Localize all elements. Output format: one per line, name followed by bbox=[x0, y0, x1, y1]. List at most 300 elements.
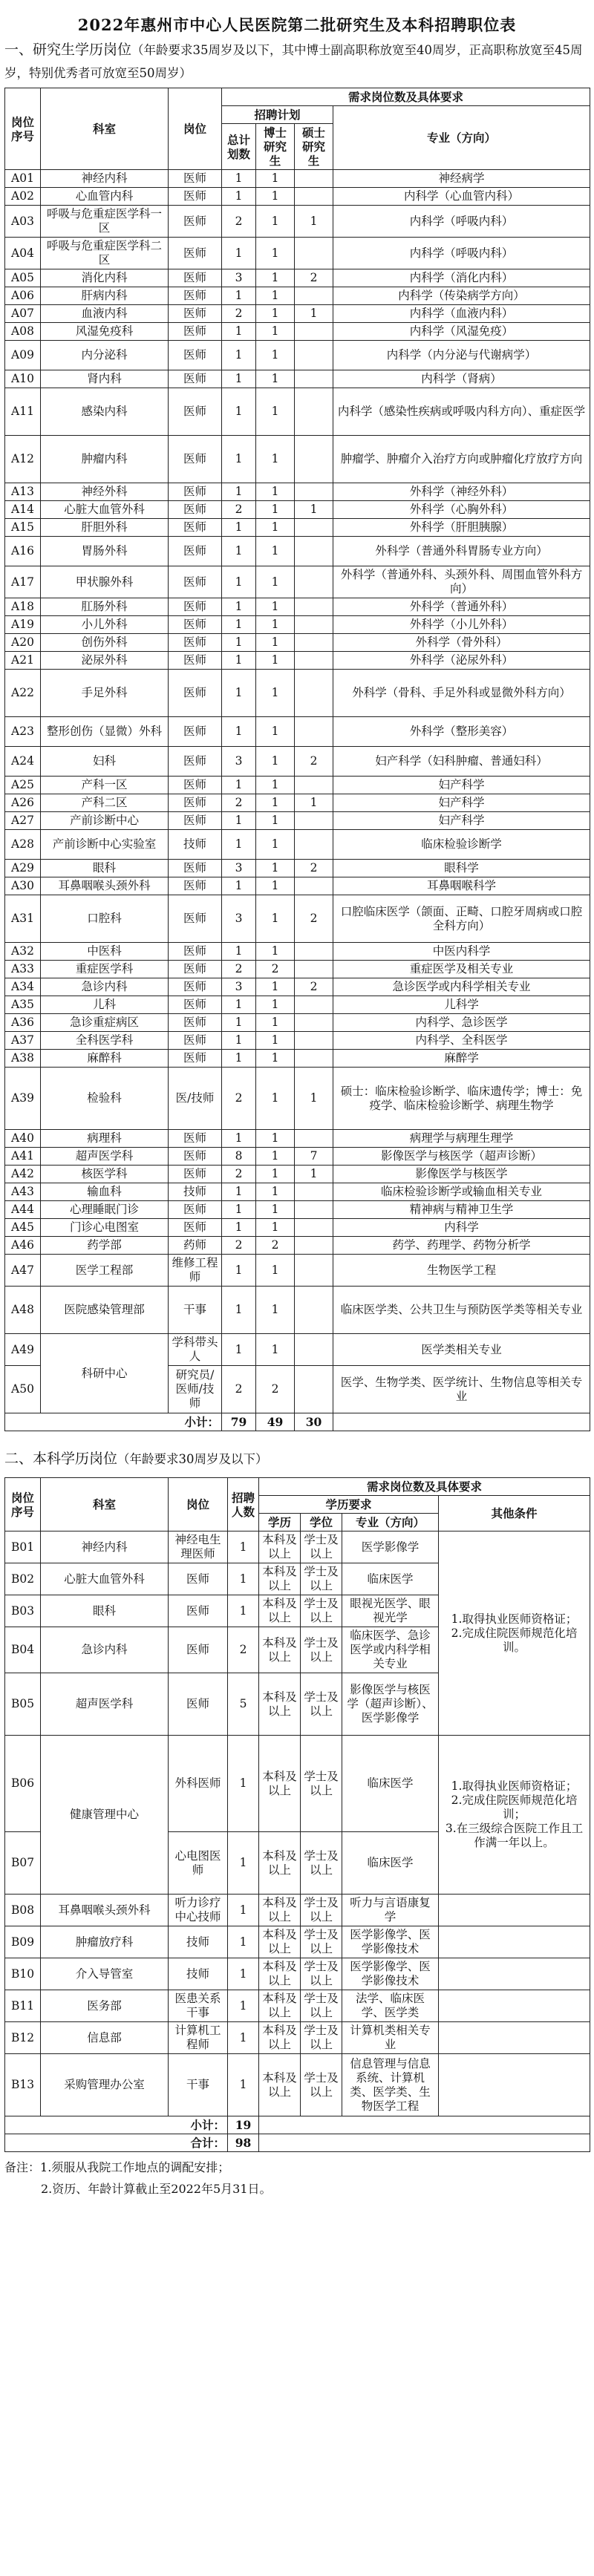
total-label: 合计： bbox=[5, 2134, 228, 2152]
cell-post: 学科带头人 bbox=[169, 1334, 222, 1366]
cell-total: 1 bbox=[222, 170, 256, 188]
cell-post: 医师 bbox=[169, 616, 222, 634]
cell-total: 1 bbox=[222, 1287, 256, 1334]
table-row bbox=[5, 1736, 590, 1832]
cell-post-no: B02 bbox=[5, 1563, 41, 1595]
cell-post-no: A40 bbox=[5, 1130, 41, 1148]
col-post-no: 岗位序号 bbox=[5, 88, 41, 170]
cell-post-no: B01 bbox=[5, 1531, 41, 1563]
col-post: 岗位 bbox=[169, 88, 222, 170]
cell-major: 妇产科学 bbox=[333, 777, 590, 794]
cell-degree: 学士及以上 bbox=[301, 1595, 342, 1627]
cell-post-no: A48 bbox=[5, 1287, 41, 1334]
table-row bbox=[5, 777, 590, 794]
cell-master bbox=[295, 1219, 333, 1237]
cell-major: 医学影像学、医学影像技术 bbox=[342, 1926, 439, 1958]
cell-dept: 医院感染管理部 bbox=[41, 1287, 169, 1334]
col2-major: 专业（方向） bbox=[342, 1514, 439, 1531]
cell-major: 妇产科学 bbox=[333, 812, 590, 830]
cell-total: 1 bbox=[222, 566, 256, 598]
cell-phd: 1 bbox=[256, 1201, 295, 1219]
cell-post: 医师 bbox=[169, 1014, 222, 1032]
note-item: 2.资历、年龄计算截止至2022年5月31日。 bbox=[41, 2182, 272, 2196]
cell-phd: 1 bbox=[256, 943, 295, 961]
cell-post: 医师 bbox=[169, 370, 222, 388]
cell-major: 耳鼻咽喉科学 bbox=[333, 877, 590, 895]
cell-dept: 肛肠外科 bbox=[41, 598, 169, 616]
cell-edu: 本科及以上 bbox=[259, 2022, 301, 2054]
table-row bbox=[5, 1148, 590, 1166]
cell-major: 外科学（肝胆胰腺） bbox=[333, 519, 590, 537]
section2-requirement: （年龄要求30周岁及以下） bbox=[117, 1452, 268, 1466]
cell-phd: 1 bbox=[256, 860, 295, 877]
subtotal2-count: 19 bbox=[228, 2116, 259, 2134]
cell-phd: 1 bbox=[256, 1183, 295, 1201]
cell-dept: 神经内科 bbox=[41, 170, 169, 188]
cell-post: 医师 bbox=[169, 483, 222, 501]
cell-total: 2 bbox=[222, 305, 256, 323]
cell-post-no: A44 bbox=[5, 1201, 41, 1219]
table-row bbox=[5, 1895, 590, 1926]
cell-phd: 1 bbox=[256, 305, 295, 323]
cell-major: 内科学（感染性疾病或呼吸内科方向）、重症医学 bbox=[333, 388, 590, 436]
cell-total: 1 bbox=[222, 812, 256, 830]
cell-major: 听力与言语康复学 bbox=[342, 1895, 439, 1926]
table-row bbox=[5, 1050, 590, 1068]
cell-count: 2 bbox=[228, 1627, 259, 1673]
cell-post: 医师 bbox=[169, 961, 222, 978]
subtotal2-label: 小计： bbox=[5, 2116, 228, 2134]
cell-master bbox=[295, 652, 333, 670]
cell-major: 外科学（骨外科） bbox=[333, 634, 590, 652]
table-row bbox=[5, 794, 590, 812]
table-row bbox=[5, 1287, 590, 1334]
cell-degree: 学士及以上 bbox=[301, 2022, 342, 2054]
cell-post-no: A29 bbox=[5, 860, 41, 877]
cell-post: 技师 bbox=[169, 1926, 228, 1958]
cell-degree: 学士及以上 bbox=[301, 1990, 342, 2022]
cell-dept: 小儿外科 bbox=[41, 616, 169, 634]
cell-total: 3 bbox=[222, 895, 256, 943]
table-row bbox=[5, 1014, 590, 1032]
cell-major: 外科学（骨科、手足外科或显微外科方向） bbox=[333, 670, 590, 717]
cell-post: 医师 bbox=[169, 877, 222, 895]
other-conditions-group-1 bbox=[439, 1531, 590, 1736]
cell-degree: 学士及以上 bbox=[301, 1958, 342, 1990]
cell-post: 神经电生理医师 bbox=[169, 1531, 228, 1563]
cell-major: 妇产科学 bbox=[333, 794, 590, 812]
total-row bbox=[5, 2134, 590, 2152]
cell-master bbox=[295, 961, 333, 978]
table-row bbox=[5, 1219, 590, 1237]
cell-major: 重症医学及相关专业 bbox=[333, 961, 590, 978]
table-row bbox=[5, 978, 590, 996]
cell-phd: 1 bbox=[256, 1166, 295, 1183]
cell-post: 计算机工程师 bbox=[169, 2022, 228, 2054]
cell-post-no: A07 bbox=[5, 305, 41, 323]
cell-post-no: A04 bbox=[5, 238, 41, 269]
cell-master bbox=[295, 670, 333, 717]
cell-count: 1 bbox=[228, 1563, 259, 1595]
cell-phd: 1 bbox=[256, 652, 295, 670]
cell-major: 临床医学、急诊医学或内科学相关专业 bbox=[342, 1627, 439, 1673]
cell-total: 1 bbox=[222, 238, 256, 269]
cell-degree: 学士及以上 bbox=[301, 1832, 342, 1895]
cell-dept: 心脏大血管外科 bbox=[41, 1563, 169, 1595]
cell-post-no: A26 bbox=[5, 794, 41, 812]
subtotal-phd: 49 bbox=[256, 1413, 295, 1431]
cell-phd: 1 bbox=[256, 323, 295, 341]
cell-total: 2 bbox=[222, 501, 256, 519]
table-row bbox=[5, 1334, 590, 1366]
col2-need: 需求岗位数及具体要求 bbox=[259, 1478, 590, 1496]
cell-dept: 感染内科 bbox=[41, 388, 169, 436]
col-major: 专业（方向） bbox=[333, 106, 590, 170]
cell-master bbox=[295, 1183, 333, 1201]
cell-master: 1 bbox=[295, 206, 333, 238]
cell-dept: 急诊重症病区 bbox=[41, 1014, 169, 1032]
cell-master bbox=[295, 812, 333, 830]
cell-master: 2 bbox=[295, 269, 333, 287]
cell-edu: 本科及以上 bbox=[259, 1990, 301, 2022]
cell-major: 病理学与病理生理学 bbox=[333, 1130, 590, 1148]
cell-post-no: A05 bbox=[5, 269, 41, 287]
cell-count: 1 bbox=[228, 1832, 259, 1895]
cell-post-no: A02 bbox=[5, 188, 41, 206]
table-row bbox=[5, 717, 590, 747]
cell-dept: 核医学科 bbox=[41, 1166, 169, 1183]
cell-major: 医学影像学、医学影像技术 bbox=[342, 1958, 439, 1990]
cell-master bbox=[295, 1334, 333, 1366]
subtotal2-blank bbox=[259, 2116, 590, 2134]
table-row bbox=[5, 188, 590, 206]
cell-post: 医师 bbox=[169, 1673, 228, 1736]
cell-master bbox=[295, 598, 333, 616]
cell-post-no: A12 bbox=[5, 436, 41, 483]
cell-post-no: A33 bbox=[5, 961, 41, 978]
cell-post: 医师 bbox=[169, 1595, 228, 1627]
cell-major: 临床检验诊断学 bbox=[333, 830, 590, 860]
cell-post: 医师 bbox=[169, 188, 222, 206]
cell-edu: 本科及以上 bbox=[259, 1563, 301, 1595]
cell-master bbox=[295, 436, 333, 483]
cell-phd: 1 bbox=[256, 616, 295, 634]
cell-major: 生物医学工程 bbox=[333, 1255, 590, 1287]
table-row bbox=[5, 1237, 590, 1255]
cell-total: 1 bbox=[222, 598, 256, 616]
cell-major: 精神病与精神卫生学 bbox=[333, 1201, 590, 1219]
cell-master bbox=[295, 943, 333, 961]
cell-total: 1 bbox=[222, 634, 256, 652]
cell-master: 2 bbox=[295, 978, 333, 996]
cell-post: 医师 bbox=[169, 341, 222, 370]
cell-post-no: A19 bbox=[5, 616, 41, 634]
cell-degree: 学士及以上 bbox=[301, 1736, 342, 1832]
cell-dept: 麻醉科 bbox=[41, 1050, 169, 1068]
cell-total: 2 bbox=[222, 1166, 256, 1183]
cell-dept: 超声医学科 bbox=[41, 1673, 169, 1736]
cell-master bbox=[295, 1050, 333, 1068]
cell-dept: 急诊内科 bbox=[41, 978, 169, 996]
cell-phd: 1 bbox=[256, 519, 295, 537]
condition-line: 3.在三级综合医院工作且工作满一年以上。 bbox=[445, 1822, 584, 1849]
table-row bbox=[5, 566, 590, 598]
cell-dept: 全科医学科 bbox=[41, 1032, 169, 1050]
cell-dept: 肝病内科 bbox=[41, 287, 169, 305]
cell-phd: 1 bbox=[256, 188, 295, 206]
table-row bbox=[5, 305, 590, 323]
table-row bbox=[5, 652, 590, 670]
cell-dept: 产前诊断中心 bbox=[41, 812, 169, 830]
cell-major: 外科学（小儿外科） bbox=[333, 616, 590, 634]
cell-master bbox=[295, 1287, 333, 1334]
col-master: 硕士研究生 bbox=[295, 124, 333, 170]
cell-post-no: A24 bbox=[5, 747, 41, 777]
cell-master bbox=[295, 1014, 333, 1032]
cell-phd: 1 bbox=[256, 978, 295, 996]
cell-major: 外科学（普通外科） bbox=[333, 598, 590, 616]
cell-post-no: A01 bbox=[5, 170, 41, 188]
cell-post: 医师 bbox=[169, 1032, 222, 1050]
note-line-1 bbox=[4, 2157, 591, 2178]
cell-major: 影像医学与核医学（超声诊断）、医学影像学 bbox=[342, 1673, 439, 1736]
cell-post-no: A03 bbox=[5, 206, 41, 238]
cell-total: 3 bbox=[222, 860, 256, 877]
cell-post: 医师 bbox=[169, 287, 222, 305]
cell-master: 2 bbox=[295, 860, 333, 877]
cell-edu: 本科及以上 bbox=[259, 1958, 301, 1990]
cell-master bbox=[295, 323, 333, 341]
cell-count: 5 bbox=[228, 1673, 259, 1736]
col-dept: 科室 bbox=[41, 88, 169, 170]
cell-post: 技师 bbox=[169, 830, 222, 860]
other-conditions-blank bbox=[439, 2054, 590, 2116]
cell-dept: 妇科 bbox=[41, 747, 169, 777]
cell-post-no: A30 bbox=[5, 877, 41, 895]
table-row bbox=[5, 2054, 590, 2116]
cell-master bbox=[295, 566, 333, 598]
cell-edu: 本科及以上 bbox=[259, 1595, 301, 1627]
table-row bbox=[5, 436, 590, 483]
table-row bbox=[5, 634, 590, 652]
cell-phd: 1 bbox=[256, 436, 295, 483]
table-row bbox=[5, 1255, 590, 1287]
cell-post-no: A36 bbox=[5, 1014, 41, 1032]
cell-post-no: A16 bbox=[5, 537, 41, 566]
cell-master bbox=[295, 777, 333, 794]
cell-post: 医师 bbox=[169, 1130, 222, 1148]
cell-count: 1 bbox=[228, 1595, 259, 1627]
cell-major: 外科学（整形美容） bbox=[333, 717, 590, 747]
subtotal2-row bbox=[5, 2116, 590, 2134]
cell-post-no: A10 bbox=[5, 370, 41, 388]
cell-major: 中医内科学 bbox=[333, 943, 590, 961]
table-row bbox=[5, 747, 590, 777]
cell-major: 临床医学 bbox=[342, 1832, 439, 1895]
cell-phd: 1 bbox=[256, 238, 295, 269]
cell-phd: 1 bbox=[256, 747, 295, 777]
condition-line: 1.取得执业医师资格证； bbox=[451, 1612, 578, 1626]
cell-post-no: A11 bbox=[5, 388, 41, 436]
cell-post-no: A47 bbox=[5, 1255, 41, 1287]
cell-dept: 产科一区 bbox=[41, 777, 169, 794]
cell-major: 内科学、全科医学 bbox=[333, 1032, 590, 1050]
cell-major: 影像医学与核医学 bbox=[333, 1166, 590, 1183]
cell-major: 外科学（心胸外科） bbox=[333, 501, 590, 519]
cell-total: 1 bbox=[222, 1334, 256, 1366]
subtotal-master: 30 bbox=[295, 1413, 333, 1431]
cell-degree: 学士及以上 bbox=[301, 1673, 342, 1736]
cell-total: 1 bbox=[222, 1183, 256, 1201]
total-count: 98 bbox=[228, 2134, 259, 2152]
cell-dept: 血液内科 bbox=[41, 305, 169, 323]
cell-phd: 1 bbox=[256, 537, 295, 566]
subtotal-label: 小计： bbox=[5, 1413, 222, 1431]
cell-phd: 2 bbox=[256, 961, 295, 978]
cell-major: 影像医学与核医学（超声诊断） bbox=[333, 1148, 590, 1166]
cell-dept: 口腔科 bbox=[41, 895, 169, 943]
cell-dept: 内分泌科 bbox=[41, 341, 169, 370]
cell-total: 1 bbox=[222, 652, 256, 670]
cell-dept: 超声医学科 bbox=[41, 1148, 169, 1166]
cell-dept: 眼科 bbox=[41, 860, 169, 877]
cell-post-no: B08 bbox=[5, 1895, 41, 1926]
cell-post-no: B12 bbox=[5, 2022, 41, 2054]
cell-post: 医师 bbox=[169, 537, 222, 566]
cell-count: 1 bbox=[228, 1895, 259, 1926]
cell-total: 1 bbox=[222, 1130, 256, 1148]
cell-total: 2 bbox=[222, 1366, 256, 1413]
cell-major: 内科学（消化内科） bbox=[333, 269, 590, 287]
section1-requirement: （年龄要求35周岁及以下，其中博士副高职称放宽至40周岁，正高职称放宽至45周岁，特别优秀者可放宽至50周岁） bbox=[4, 43, 583, 80]
cell-post: 医师 bbox=[169, 501, 222, 519]
cell-major: 法学、临床医学、医学类 bbox=[342, 1990, 439, 2022]
cell-post-no: A23 bbox=[5, 717, 41, 747]
table-row bbox=[5, 860, 590, 877]
cell-post: 维修工程师 bbox=[169, 1255, 222, 1287]
table-row bbox=[5, 1926, 590, 1958]
cell-dept: 门诊心电图室 bbox=[41, 1219, 169, 1237]
cell-post-no: B09 bbox=[5, 1926, 41, 1958]
cell-post-no: A27 bbox=[5, 812, 41, 830]
cell-major: 内科学（内分泌与代谢病学） bbox=[333, 341, 590, 370]
cell-dept: 中医科 bbox=[41, 943, 169, 961]
cell-major: 外科学（普通外科、头颈外科、周围血管外科方向） bbox=[333, 566, 590, 598]
cell-total: 1 bbox=[222, 1219, 256, 1237]
cell-phd: 1 bbox=[256, 206, 295, 238]
cell-phd: 1 bbox=[256, 287, 295, 305]
cell-post: 医师 bbox=[169, 777, 222, 794]
cell-dept: 耳鼻咽喉头颈外科 bbox=[41, 877, 169, 895]
cell-major: 神经病学 bbox=[333, 170, 590, 188]
cell-post-no: A41 bbox=[5, 1148, 41, 1166]
cell-major: 内科学（呼吸内科） bbox=[333, 238, 590, 269]
cell-major: 临床医学 bbox=[342, 1736, 439, 1832]
other-conditions-blank bbox=[439, 1895, 590, 1926]
subtotal-row bbox=[5, 1413, 590, 1431]
cell-major: 内科学（风湿免疫） bbox=[333, 323, 590, 341]
cell-phd: 1 bbox=[256, 269, 295, 287]
cell-total: 3 bbox=[222, 269, 256, 287]
cell-total: 1 bbox=[222, 830, 256, 860]
graduate-posts-table bbox=[4, 88, 590, 1431]
table-row bbox=[5, 877, 590, 895]
cell-total: 1 bbox=[222, 996, 256, 1014]
cell-major: 临床医学类、公共卫生与预防医学类等相关专业 bbox=[333, 1287, 590, 1334]
cell-dept: 科研中心 bbox=[41, 1334, 169, 1413]
cell-dept: 泌尿外科 bbox=[41, 652, 169, 670]
cell-count: 1 bbox=[228, 1958, 259, 1990]
notes bbox=[4, 2157, 591, 2200]
cell-major: 眼科学 bbox=[333, 860, 590, 877]
cell-post: 医师 bbox=[169, 747, 222, 777]
cell-total: 1 bbox=[222, 1032, 256, 1050]
cell-total: 2 bbox=[222, 794, 256, 812]
col2-edu-req: 学历要求 bbox=[259, 1496, 439, 1514]
table-row bbox=[5, 670, 590, 717]
cell-major: 儿科学 bbox=[333, 996, 590, 1014]
cell-master: 1 bbox=[295, 794, 333, 812]
cell-master: 1 bbox=[295, 1068, 333, 1130]
cell-post-no: B03 bbox=[5, 1595, 41, 1627]
cell-post-no: A38 bbox=[5, 1050, 41, 1068]
cell-post-no: A50 bbox=[5, 1366, 41, 1413]
cell-dept: 风湿免疫科 bbox=[41, 323, 169, 341]
cell-post: 医师 bbox=[169, 206, 222, 238]
table-row bbox=[5, 323, 590, 341]
cell-post-no: A22 bbox=[5, 670, 41, 717]
cell-count: 1 bbox=[228, 1531, 259, 1563]
cell-major: 麻醉学 bbox=[333, 1050, 590, 1068]
cell-master bbox=[295, 1201, 333, 1219]
cell-dept: 肾内科 bbox=[41, 370, 169, 388]
cell-master bbox=[295, 388, 333, 436]
cell-post: 医师 bbox=[169, 634, 222, 652]
cell-phd: 2 bbox=[256, 1237, 295, 1255]
cell-total: 8 bbox=[222, 1148, 256, 1166]
cell-dept: 心脏大血管外科 bbox=[41, 501, 169, 519]
cell-phd: 1 bbox=[256, 830, 295, 860]
cell-total: 2 bbox=[222, 1237, 256, 1255]
col-total: 总计划数 bbox=[222, 124, 256, 170]
cell-post: 听力诊疗中心技师 bbox=[169, 1895, 228, 1926]
section2-title: 二、本科学历岗位 bbox=[4, 1451, 118, 1467]
cell-dept: 创伤外科 bbox=[41, 634, 169, 652]
cell-total: 1 bbox=[222, 616, 256, 634]
cell-post: 技师 bbox=[169, 1183, 222, 1201]
table-row bbox=[5, 287, 590, 305]
section2-heading bbox=[4, 1448, 591, 1471]
cell-dept: 输血科 bbox=[41, 1183, 169, 1201]
col-need: 需求岗位数及具体要求 bbox=[222, 88, 590, 106]
cell-post-no: B06 bbox=[5, 1736, 41, 1832]
cell-post: 医师 bbox=[169, 436, 222, 483]
cell-phd: 1 bbox=[256, 1255, 295, 1287]
cell-phd: 1 bbox=[256, 388, 295, 436]
table-row bbox=[5, 519, 590, 537]
cell-total: 1 bbox=[222, 670, 256, 717]
cell-post-no: A21 bbox=[5, 652, 41, 670]
cell-master bbox=[295, 1237, 333, 1255]
table-row bbox=[5, 501, 590, 519]
cell-master bbox=[295, 170, 333, 188]
cell-phd: 1 bbox=[256, 566, 295, 598]
cell-post: 技师 bbox=[169, 1958, 228, 1990]
cell-dept: 消化内科 bbox=[41, 269, 169, 287]
cell-phd: 1 bbox=[256, 895, 295, 943]
cell-master bbox=[295, 287, 333, 305]
cell-major: 医学影像学 bbox=[342, 1531, 439, 1563]
